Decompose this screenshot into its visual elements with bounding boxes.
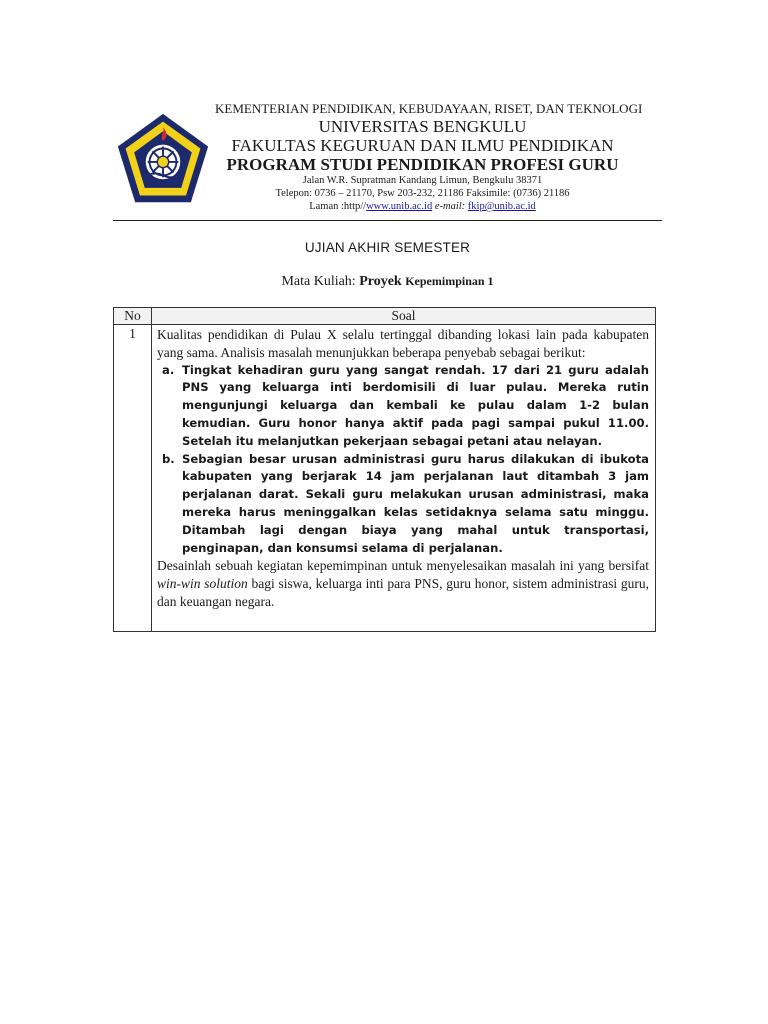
list-item-text: Tingkat kehadiran guru yang sangat rendah. 17 dari 21 guru adalah PNS yang keluarga inti berdomisili di luar pulau. Mereka rutin mengunjungi keluarga dan kembali ke pulau dalam 1-2 bulan kemudian. Guru honor hanya aktif pada pagi sampai pukul 11.00. Setelah itu melanjutkan pekerjaan sebagai petani atau nelayan. bbox=[182, 362, 649, 448]
question-intro: Kualitas pendidikan di Pulau X selalu tertinggal dibanding lokasi lain pada kabupaten yang sama. Analisis masalah menunjukkan beberapa penyebab sebagai berikut: bbox=[157, 327, 649, 360]
university-name: UNIVERSITAS BENGKULU bbox=[318, 117, 527, 136]
list-marker: a. bbox=[162, 362, 175, 377]
list-item bbox=[157, 451, 649, 558]
column-header-soal: Soal bbox=[152, 308, 656, 325]
question-instruction: Desainlah sebuah kegiatan kepemimpinan untuk menyelesaikan masalah ini yang bersifat win-win solution bagi siswa, keluarga inti para PNS, guru honor, sistem administrasi guru, dan keuangan negara. bbox=[157, 558, 650, 609]
email-label: e-mail: bbox=[434, 201, 466, 212]
course-label: Mata Kuliah: bbox=[281, 274, 356, 289]
program-name: PROGRAM STUDI PENDIDIKAN PROFESI GURU bbox=[226, 155, 619, 174]
website-link[interactable]: www.unib.ac.id bbox=[366, 201, 433, 212]
question-number: 1 bbox=[114, 325, 152, 632]
ministry-name: KEMENTERIAN PENDIDIKAN, KEBUDAYAAN, RISET, DAN TEKNOLOGI bbox=[215, 101, 643, 116]
web-prefix: Laman :http// bbox=[309, 201, 367, 212]
address-line: Jalan W.R. Supratman Kandang Limun, Bengkulu 38371 bbox=[302, 175, 543, 186]
phone-line: Telepon: 0736 – 21170, Psw 203-232, 21186 Faksimile: (0736) 21186 bbox=[275, 188, 570, 199]
faculty-name: FAKULTAS KEGURUAN DAN ILMU PENDIDIKAN bbox=[231, 136, 614, 155]
email-link[interactable]: fkip@unib.ac.id bbox=[467, 201, 536, 212]
university-logo bbox=[115, 112, 211, 208]
table-row bbox=[114, 325, 656, 632]
list-item bbox=[157, 362, 649, 451]
table-header-row bbox=[114, 308, 656, 325]
column-header-no: No bbox=[114, 308, 152, 325]
header-divider bbox=[113, 220, 662, 221]
list-item-text: Sebagian besar urusan administrasi guru harus dilakukan di ibukota kabupaten yang berjarak 14 jam perjalanan laut ditambah 3 jam perjalanan darat. Sekali guru melakukan urusan administrasi, maka mereka harus meninggalkan kelas setidaknya selama satu minggu. Ditambah lagi dengan biaya yang mahal untuk transportasi, penginapan, dan konsumsi selama di perjalanan. bbox=[182, 451, 649, 555]
exam-title: UJIAN AKHIR SEMESTER bbox=[304, 240, 471, 255]
cause-list bbox=[157, 362, 649, 558]
question-text bbox=[152, 325, 656, 632]
contact-line bbox=[215, 201, 630, 212]
italic-term: win-win solution bbox=[157, 576, 248, 592]
question-table bbox=[113, 307, 656, 632]
list-marker: b. bbox=[162, 451, 175, 466]
course-name: Proyek Kepemimpinan 1 bbox=[359, 274, 494, 289]
course-line bbox=[113, 274, 662, 290]
